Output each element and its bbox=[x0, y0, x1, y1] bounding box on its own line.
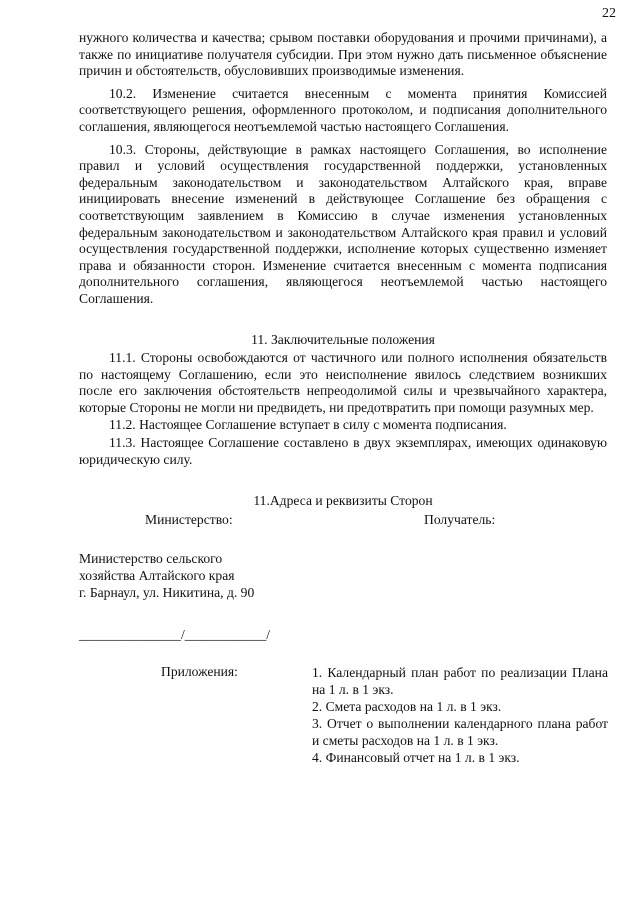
section-heading-final-provisions: 11. Заключительные положения bbox=[251, 331, 435, 347]
paragraph-11-2: 11.2. Настоящее Соглашение вступает в силу с момента подписания. bbox=[109, 417, 507, 433]
section-heading-addresses: 11.Адреса и реквизиты Сторон bbox=[253, 493, 433, 509]
party-label-ministry: Министерство: bbox=[145, 511, 233, 527]
appendix-item: 3. Отчет о выполнении календарного плана работ и сметы расходов на 1 л. в 1 экз. bbox=[312, 716, 608, 749]
ministry-address-block bbox=[79, 550, 607, 601]
page-number: 22 bbox=[602, 6, 616, 21]
paragraph-10-3: 10.3. Стороны, действующие в рамках настоящего Соглашения, во исполнение правил и условий осуществления государственной поддержки, установленных федеральным законодательством и законодательством Алтайского края, вправе инициировать внесение изменений в действующее Соглашение без обращения с соответствующим заявлением в Комиссию в случае изменения установленных федеральным законодательством и законодательством Алтайского края правил и условий осуществления государственной поддержки, исполнение которых существенно изменяет права и обязанности сторон. Изменение считается внесенным с момента подписания дополнительного соглашения, являющегося неотъемлемой частью настоящего Соглашения. bbox=[79, 141, 607, 306]
paragraph-continuation: нужного количества и качества; срывом поставки оборудования и прочими причинами), а также по инициативе получателя субсидии. При этом нужно дать письменное объяснение причин и обстоятельств, обусловивших производимые изменения. bbox=[79, 30, 607, 79]
appendices-list bbox=[312, 664, 608, 766]
appendix-item: 2. Смета расходов на 1 л. в 1 экз. bbox=[312, 699, 502, 715]
ministry-name-line-2: хозяйства Алтайского края bbox=[79, 567, 235, 583]
parties-row bbox=[79, 512, 607, 532]
appendices-block bbox=[79, 664, 607, 784]
ministry-address: г. Барнаул, ул. Никитина, д. 90 bbox=[79, 584, 255, 600]
signature-line: _______________/____________/ bbox=[79, 626, 271, 642]
document-body bbox=[79, 30, 607, 784]
paragraph-11-1: 11.1. Стороны освобождаются от частичного или полного исполнения обязательств по настоящему Соглашению, если это неисполнение явилось следствием возникших после его заключения обстоятельств непреодолимой силы и чрезвычайного характера, которые Стороны не могли ни предвидеть, ни предотвратить при помощи разумных мер. bbox=[79, 350, 607, 415]
party-label-recipient: Получатель: bbox=[424, 511, 496, 527]
appendices-label: Приложения: bbox=[161, 664, 238, 680]
paragraph-11-3: 11.3. Настоящее Соглашение составлено в двух экземплярах, имеющих одинаковую юридическую силу. bbox=[79, 435, 607, 467]
ministry-name-line-1: Министерство сельского bbox=[79, 550, 223, 566]
paragraph-10-2: 10.2. Изменение считается внесенным с момента принятия Комиссией соответствующего решения, оформленного протоколом, и подписания дополнительного соглашения, являющегося неотъемлемой частью настоящего Соглашения. bbox=[79, 85, 607, 134]
appendix-item: 4. Финансовый отчет на 1 л. в 1 экз. bbox=[312, 750, 520, 766]
appendix-item: 1. Календарный план работ по реализации Плана на 1 л. в 1 экз. bbox=[312, 665, 608, 698]
